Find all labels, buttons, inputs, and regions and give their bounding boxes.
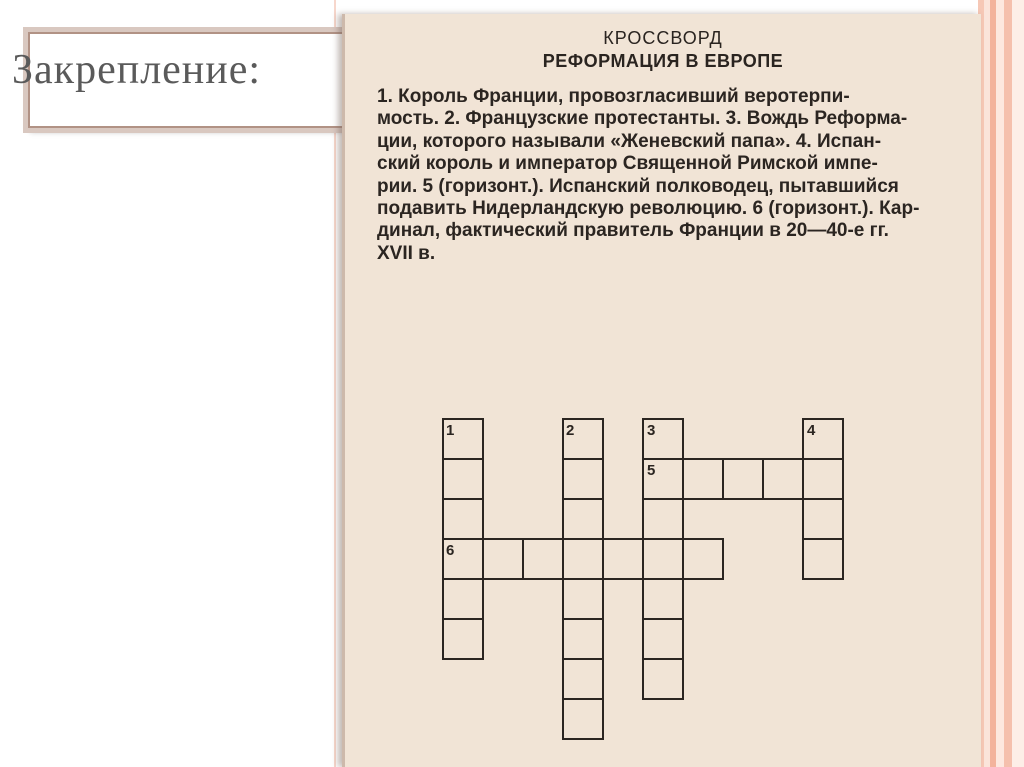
crossword-cell (442, 578, 484, 620)
crossword-cell (642, 618, 684, 660)
clue-line: XVII в. (377, 242, 436, 264)
crossword-cell (562, 538, 604, 580)
crossword-cell (682, 458, 724, 500)
crossword-grid (345, 14, 981, 767)
worksheet-scan (342, 14, 981, 767)
crossword-cell (562, 458, 604, 500)
crossword-cell (642, 498, 684, 540)
crossword-cell (762, 458, 804, 500)
clue-number-6: 6 (446, 542, 455, 559)
crossword-cell (482, 538, 524, 580)
clue-line: подавить Нидерландскую революцию. 6 (горизонт.). Кар- (377, 198, 920, 220)
crossword-cell (562, 498, 604, 540)
clue-line: ции, которого называли «Женевский папа». 4. Испан- (377, 130, 882, 152)
crossword-cell (642, 578, 684, 620)
clue-line: рии. 5 (горизонт.). Испанский полководец, пытавшийся (377, 175, 899, 197)
slide-title: Закрепление: (12, 47, 262, 93)
crossword-cell (802, 498, 844, 540)
crossword-cell (522, 538, 564, 580)
crossword-cell (562, 578, 604, 620)
crossword-cell (802, 458, 844, 500)
clue-number-3: 3 (647, 422, 656, 439)
crossword-cell (642, 658, 684, 700)
clue-number-4: 4 (807, 422, 816, 439)
worksheet-heading: КРОССВОРД (603, 28, 723, 48)
crossword-cell (642, 538, 684, 580)
crossword-cell (562, 658, 604, 700)
clue-line: 1. Король Франции, провозгласивший веротерпи- (377, 86, 850, 107)
worksheet-subheading: РЕФОРМАЦИЯ В ЕВРОПЕ (542, 51, 784, 71)
clue-number-1: 1 (446, 422, 455, 439)
crossword-cell (442, 618, 484, 660)
clue-line: ский король и император Священной Римской импе- (377, 153, 878, 175)
clue-line: динал, фактический правитель Франции в 20—40-е гг. (377, 220, 889, 242)
clue-number-5: 5 (647, 462, 656, 479)
clue-number-2: 2 (566, 422, 575, 439)
crossword-cell (562, 698, 604, 740)
crossword-cell (442, 498, 484, 540)
crossword-cell (562, 618, 604, 660)
clue-line: мость. 2. Французские протестанты. 3. Вождь Реформа- (377, 108, 908, 130)
decorative-side-stripes (978, 0, 1024, 767)
crossword-cell (802, 538, 844, 580)
crossword-cell (682, 538, 724, 580)
crossword-cell (602, 538, 644, 580)
crossword-cell (442, 458, 484, 500)
crossword-cell (722, 458, 764, 500)
